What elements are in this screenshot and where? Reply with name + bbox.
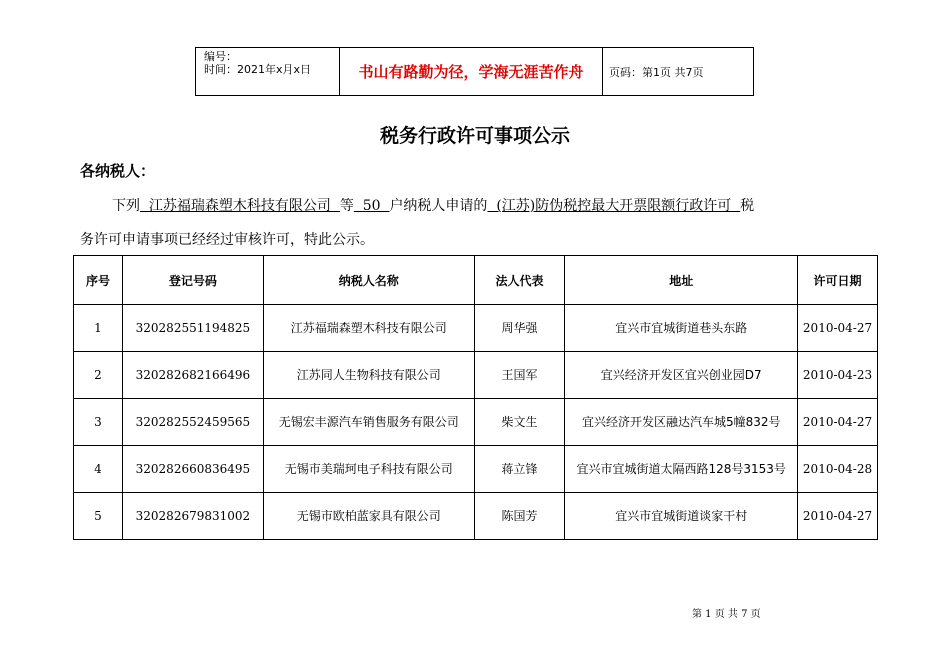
cell-no: 4	[74, 446, 123, 493]
header-slogan: 书山有路勤为径，学海无涯苦作舟	[340, 48, 603, 95]
cell-date: 2010-04-27	[798, 493, 878, 540]
table-header-row	[74, 256, 878, 305]
cell-rep: 蒋立锋	[474, 446, 565, 493]
page-footer: 第 1 页 共 7 页	[692, 609, 761, 620]
cell-addr: 宜兴市宜城街道巷头东路	[565, 305, 798, 352]
table-row	[74, 352, 878, 399]
intro-mid: 户纳税人申请的	[389, 198, 488, 214]
intro-line-1	[80, 195, 880, 215]
header-number-label: 编号：	[204, 50, 237, 63]
cell-rep: 柴文生	[474, 399, 565, 446]
table-row	[74, 305, 878, 352]
intro-item: (江苏)防伪税控最大开票限额行政许可	[487, 198, 741, 214]
cell-no: 1	[74, 305, 123, 352]
intro-count: 50	[353, 198, 390, 214]
cell-addr: 宜兴经济开发区融达汽车城5幢832号	[565, 399, 798, 446]
table-row	[74, 399, 878, 446]
cell-name: 无锡市美瑞珂电子科技有限公司	[263, 446, 474, 493]
greeting: 各纳税人：	[80, 162, 156, 180]
document-header	[195, 47, 754, 96]
column-header-date: 许可日期	[798, 256, 878, 305]
column-header-addr: 地址	[565, 256, 798, 305]
cell-name: 无锡宏丰源汽车销售服务有限公司	[263, 399, 474, 446]
cell-reg: 320282552459565	[122, 399, 263, 446]
cell-reg: 320282679831002	[122, 493, 263, 540]
column-header-no: 序号	[74, 256, 123, 305]
header-meta	[196, 48, 340, 95]
column-header-name: 纳税人名称	[263, 256, 474, 305]
permit-table	[73, 255, 878, 540]
cell-reg: 320282660836495	[122, 446, 263, 493]
cell-addr: 宜兴经济开发区宜兴创业园D7	[565, 352, 798, 399]
cell-rep: 陈国芳	[474, 493, 565, 540]
column-header-rep: 法人代表	[474, 256, 565, 305]
cell-name: 江苏福瑞森塑木科技有限公司	[263, 305, 474, 352]
cell-name: 无锡市欧柏蓝家具有限公司	[263, 493, 474, 540]
intro-suffix: 税	[740, 198, 755, 214]
intro-line-2: 务许可申请事项已经经过审核许可，特此公示。	[80, 232, 374, 248]
cell-reg: 320282682166496	[122, 352, 263, 399]
cell-no: 5	[74, 493, 123, 540]
cell-addr: 宜兴市宜城街道谈家干村	[565, 493, 798, 540]
table-row	[74, 493, 878, 540]
document-title: 税务行政许可事项公示	[379, 125, 570, 147]
cell-rep: 王国军	[474, 352, 565, 399]
cell-rep: 周华强	[474, 305, 565, 352]
header-page-info: 页码：第1页 共7页	[609, 65, 704, 79]
cell-addr: 宜兴市宜城街道太隔西路128号3153号	[565, 446, 798, 493]
cell-no: 3	[74, 399, 123, 446]
cell-reg: 320282551194825	[122, 305, 263, 352]
cell-date: 2010-04-28	[798, 446, 878, 493]
table-row	[74, 446, 878, 493]
intro-company: 江苏福瑞森塑木科技有限公司	[140, 198, 340, 214]
header-time: 时间：2021年x月x日	[204, 63, 312, 76]
cell-name: 江苏同人生物科技有限公司	[263, 352, 474, 399]
intro-deng: 等	[339, 198, 354, 214]
cell-no: 2	[74, 352, 123, 399]
intro-prefix: 下列	[112, 198, 140, 214]
cell-date: 2010-04-27	[798, 399, 878, 446]
column-header-reg: 登记号码	[122, 256, 263, 305]
cell-date: 2010-04-27	[798, 305, 878, 352]
cell-date: 2010-04-23	[798, 352, 878, 399]
